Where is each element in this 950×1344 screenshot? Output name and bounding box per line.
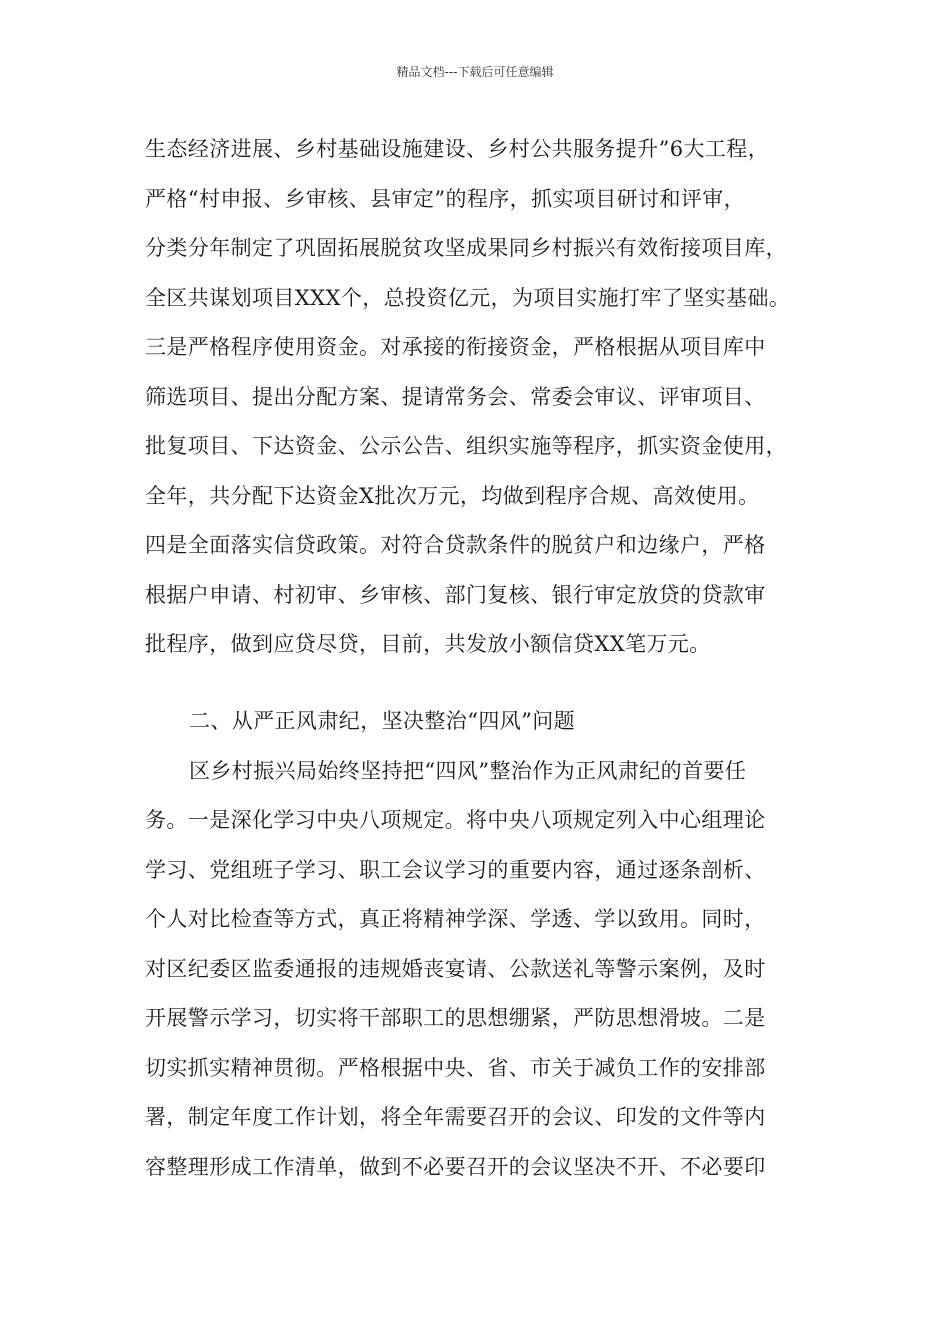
text-line: 生态经济进展、乡村基础设施建设、乡村公共服务提升”6大工程， (145, 137, 770, 161)
text-line: 筛选项目、提出分配方案、提请常务会、常委会审议、评审项目、 (145, 384, 766, 409)
text-line: 分类分年制定了巩固拓展脱贫攻坚成果同乡村振兴有效衔接项目库， (145, 236, 787, 260)
text-line: 严格“村申报、乡审核、县审定”的程序，抓实项目研讨和评审， (145, 186, 746, 211)
text-line: 开展警示学习，切实将干部职工的思想绷紧，严防思想滑坡。二是 (145, 1006, 766, 1030)
text-line: 全年，共分配下达资金X批次万元，均做到程序合规、高效使用。 (145, 483, 760, 508)
text-line: 根据户申请、村初审、乡审核、部门复核、银行审定放贷的贷款审 (145, 582, 766, 607)
text-line: 署，制定年度工作计划，将全年需要召开的会议、印发的文件等内 (145, 1105, 766, 1129)
text-line: 批程序，做到应贷尽贷，目前，共发放小额信贷XX笔万元。 (145, 632, 711, 656)
section-heading: 二、从严正风肃纪，坚决整治“四风”问题 (189, 709, 576, 733)
text-line: 务。一是深化学习中央八项规定。将中央八项规定列入中心组理论 (145, 808, 766, 832)
text-line: 批复项目、下达资金、公示公告、组织实施等程序，抓实资金使用， (145, 434, 787, 458)
text-line: 三是严格程序使用资金。对承接的衔接资金，严格根据从项目库中 (145, 335, 766, 359)
text-line: 全区共谋划项目XXX个，总投资亿元，为项目实施打牢了坚实基础。 (145, 285, 791, 310)
text-line: 个人对比检查等方式，真正将精神学深、学透、学以致用。同时， (145, 907, 766, 931)
text-line: 四是全面落实信贷政策。对符合贷款条件的脱贫户和边缘户，严格 (145, 533, 766, 557)
text-line: 容整理形成工作清单，做到不必要召开的会议坚决不开、不必要印 (145, 1154, 766, 1179)
text-line: 对区纪委区监委通报的违规婚丧宴请、公款送礼等警示案例，及时 (145, 956, 766, 981)
page-header: 精品文档---下载后可任意编辑 (396, 65, 554, 79)
paragraph-section-2 (145, 697, 835, 1192)
text-line: 切实抓实精神贯彻。严格根据中央、省、市关于减负工作的安排部 (145, 1055, 766, 1080)
text-line: 区乡村振兴局始终坚持把“四风”整治作为正风肃纪的首要任 (189, 758, 747, 783)
text-line: 学习、党组班子学习、职工会议学习的重要内容，通过逐条剖析、 (145, 857, 766, 882)
paragraph-section-1 (145, 125, 835, 670)
